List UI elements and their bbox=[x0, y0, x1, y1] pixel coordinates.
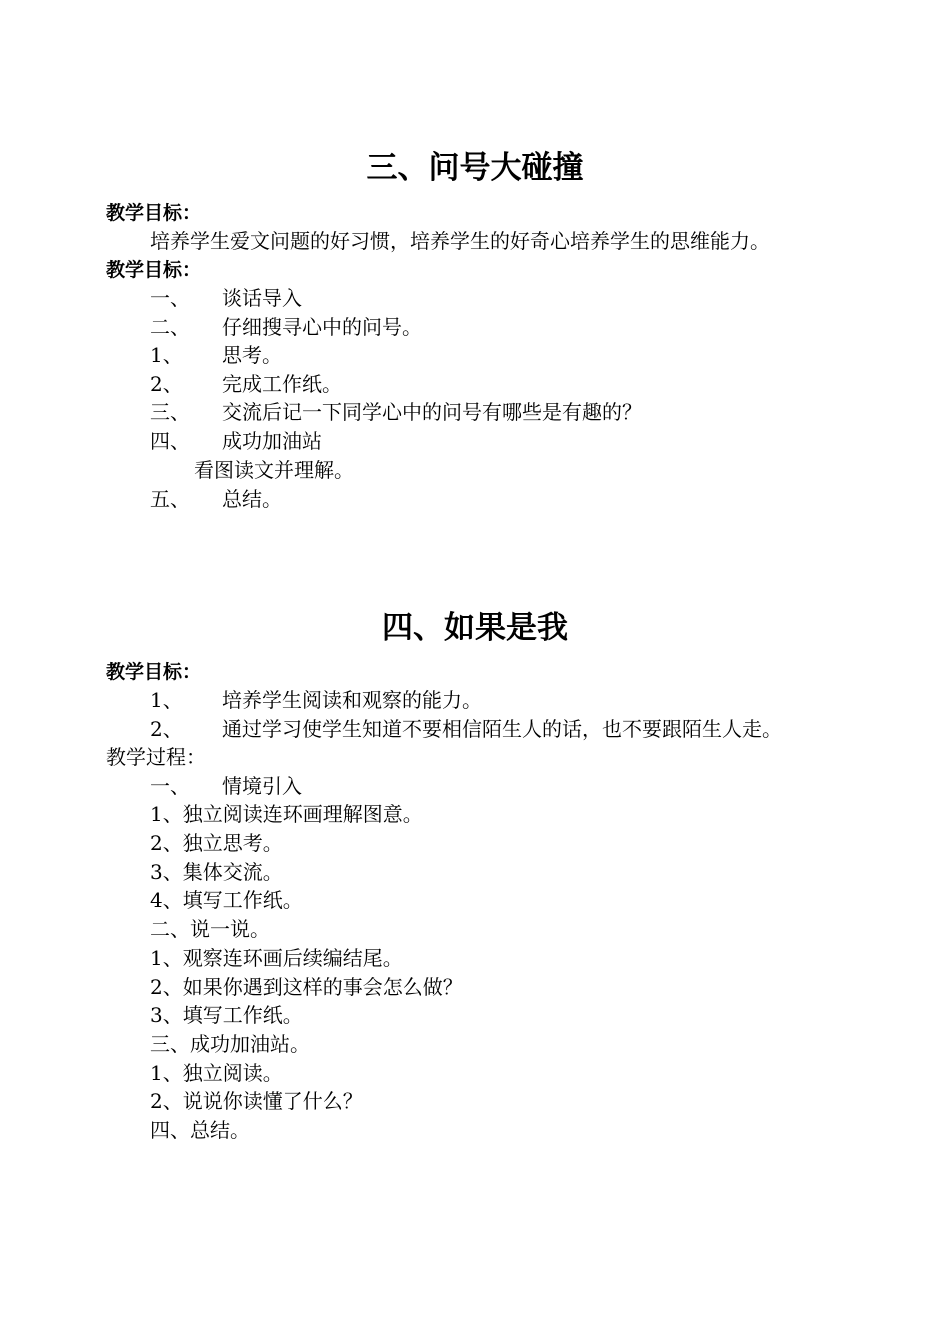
section-4-title: 四、如果是我 bbox=[382, 610, 568, 646]
step-text: 思考。 bbox=[222, 343, 282, 367]
list-item: 3、集体交流。 bbox=[150, 860, 283, 884]
step-number: 五、 bbox=[150, 487, 190, 511]
goal-number: 2、 bbox=[150, 717, 183, 741]
step-sub-line: 看图读文并理解。 bbox=[194, 458, 354, 482]
goal-text: 通过学习使学生知道不要相信陌生人的话，也不要跟陌生人走。 bbox=[222, 717, 782, 741]
list-item: 三、成功加油站。 bbox=[150, 1032, 310, 1056]
step-text: 交流后记一下同学心中的问号有哪些是有趣的？ bbox=[222, 400, 642, 424]
list-item: 4、填写工作纸。 bbox=[150, 888, 303, 912]
goal-number: 1、 bbox=[150, 688, 183, 712]
step-number: 四、 bbox=[150, 429, 190, 453]
step-number: 一、 bbox=[150, 774, 190, 798]
step-text: 完成工作纸。 bbox=[222, 372, 342, 396]
step-number: 一、 bbox=[150, 286, 190, 310]
step-text: 成功加油站 bbox=[222, 429, 322, 453]
section-3-title: 三、问号大碰撞 bbox=[366, 150, 584, 186]
list-item: 1、观察连环画后续编结尾。 bbox=[150, 946, 403, 970]
step-text: 仔细搜寻心中的问号。 bbox=[222, 315, 422, 339]
step-text: 谈话导入 bbox=[222, 286, 302, 310]
list-item: 四、总结。 bbox=[150, 1118, 250, 1142]
list-item: 2、如果你遇到这样的事会怎么做？ bbox=[150, 975, 463, 999]
step-text: 情境引入 bbox=[222, 774, 302, 798]
list-item: 1、独立阅读连环画理解图意。 bbox=[150, 802, 423, 826]
step-text: 总结。 bbox=[222, 487, 282, 511]
section-3-process-heading: 教学目标： bbox=[106, 259, 202, 281]
step-number: 2、 bbox=[150, 372, 183, 396]
section-3-goal-heading: 教学目标： bbox=[106, 202, 202, 224]
list-item: 2、说说你读懂了什么？ bbox=[150, 1089, 363, 1113]
section-4-goal-heading: 教学目标： bbox=[106, 661, 202, 683]
list-item: 1、独立阅读。 bbox=[150, 1061, 283, 1085]
goal-text: 培养学生阅读和观察的能力。 bbox=[222, 688, 482, 712]
list-item: 2、独立思考。 bbox=[150, 831, 283, 855]
section-3-goal-text: 培养学生爱文问题的好习惯，培养学生的好奇心培养学生的思维能力。 bbox=[150, 229, 770, 253]
section-4-process-heading: 教学过程： bbox=[106, 745, 206, 769]
step-number: 二、 bbox=[150, 315, 190, 339]
step-number: 1、 bbox=[150, 343, 183, 367]
list-item: 二、说一说。 bbox=[150, 917, 270, 941]
list-item: 3、填写工作纸。 bbox=[150, 1003, 303, 1027]
step-number: 三、 bbox=[150, 400, 190, 424]
